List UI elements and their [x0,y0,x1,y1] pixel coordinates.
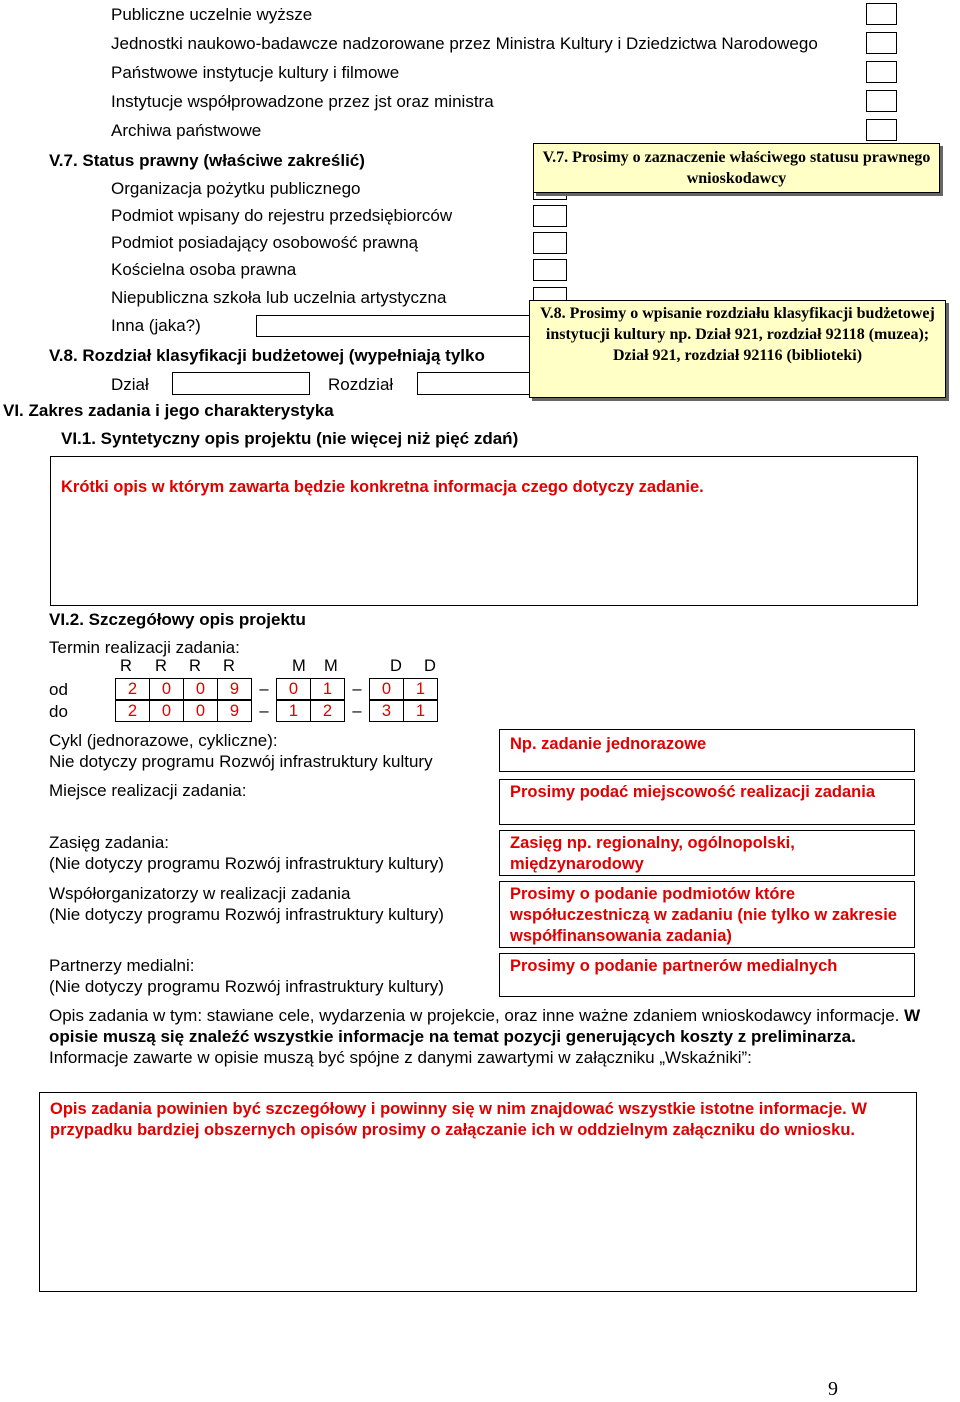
legal-status-2: Podmiot wpisany do rejestru przedsiębiorców [111,206,453,225]
institution-type-4-checkbox[interactable] [866,90,897,112]
institution-type-3: Państwowe instytucje kultury i filmowe [111,63,400,82]
header-m1: M [292,657,306,675]
do-digit[interactable]: 2 [311,701,345,722]
wspolorganizatorzy-note: (Nie dotyczy programu Rozwój infrastruktury kultury) [49,905,444,924]
partnerzy-note: (Nie dotyczy programu Rozwój infrastruktury kultury) [49,977,444,996]
institution-type-5-checkbox[interactable] [866,119,897,141]
section-v8-title: V.8. Rozdział klasyfikacji budżetowej (wypełniają tylko [49,346,485,365]
cykl-note: Nie dotyczy programu Rozwój infrastruktury kultury [49,752,433,771]
od-digit[interactable]: 0 [370,679,404,700]
legal-status-3-checkbox[interactable] [533,232,567,254]
header-d1: D [390,657,402,675]
do-date[interactable] [115,700,438,722]
section-vi2-title: VI.2. Szczegółowy opis projektu [49,610,306,629]
od-digit[interactable]: 0 [277,679,311,700]
od-date[interactable] [115,678,438,700]
institution-type-1-checkbox[interactable] [866,3,897,25]
institution-type-5: Archiwa państwowe [111,121,262,140]
miejsce-field[interactable]: Prosimy podać miejscowość realizacji zadania [499,779,915,825]
legal-status-2-checkbox[interactable] [533,205,567,227]
legal-status-4: Kościelna osoba prawna [111,260,297,279]
date-dash: – [259,679,269,698]
do-digit[interactable]: 1 [404,701,438,722]
zasieg-label: Zasięg zadania: [49,833,170,852]
institution-type-4: Instytucje współprowadzone przez jst oraz ministra [111,92,494,111]
institution-type-3-checkbox[interactable] [866,61,897,83]
do-digit[interactable]: 0 [150,701,184,722]
page-number: 9 [828,1378,838,1400]
do-digit[interactable]: 2 [116,701,150,722]
do-label: do [49,702,68,721]
opis-zadania-box[interactable]: Opis zadania powinien być szczegółowy i powinny się w nim znajdować wszystkie istotne informacje. W przypadku bardziej obszernych opisów prosimy o załączanie ich w oddzielnym załączniku do wniosku. [39,1092,917,1292]
institution-type-2-checkbox[interactable] [866,32,897,54]
date-dash: – [352,701,362,720]
header-r4: R [223,657,235,675]
do-digit[interactable]: 9 [218,701,252,722]
opis-text-2: W opisie muszą się znaleźć wszystkie informacje na temat pozycji generujących koszty z preliminarza. [49,1006,921,1046]
partnerzy-field[interactable]: Prosimy o podanie partnerów medialnych [499,953,915,997]
od-digit[interactable]: 2 [116,679,150,700]
dzial-label: Dział [111,375,149,394]
header-d2: D [424,657,436,675]
header-m2: M [324,657,338,675]
od-digit[interactable]: 0 [150,679,184,700]
do-digit[interactable]: 1 [277,701,311,722]
institution-type-2: Jednostki naukowo-badawcze nadzorowane przez Ministra Kultury i Dziedzictwa Narodowego [111,34,818,53]
rozdzial-label: Rozdział [328,375,394,394]
legal-status-other-label: Inna (jaka?) [111,316,201,335]
od-digit[interactable]: 9 [218,679,252,700]
od-label: od [49,680,68,699]
do-digit[interactable]: 0 [184,701,218,722]
dzial-input[interactable] [172,372,310,395]
cykl-field[interactable]: Np. zadanie jednorazowe [499,729,915,772]
opis-text-3: Informacje zawarte w opisie muszą być spójne z danymi zawartymi w załączniku „Wskaźniki”: [49,1048,752,1067]
opis-text-1: Opis zadania w tym: stawiane cele, wydarzenia w projekcie, oraz inne ważne zdaniem wnioskodawcy informacje. [49,1006,905,1025]
legal-status-1: Organizacja pożytku publicznego [111,179,361,198]
legal-status-4-checkbox[interactable] [533,259,567,281]
rozdzial-input[interactable] [417,372,542,395]
cykl-label: Cykl (jednorazowe, cykliczne): [49,731,278,750]
synthetic-description-box[interactable]: Krótki opis w którym zawarta będzie konkretna informacja czego dotyczy zadanie. [50,456,918,606]
section-v7-title: V.7. Status prawny (właściwe zakreślić) [49,151,365,170]
note-v7: V.7. Prosimy o zaznaczenie właściwego statusu prawnego wnioskodawcy [533,143,940,193]
header-r2: R [155,657,167,675]
termin-header [0,657,480,679]
zasieg-field[interactable]: Zasięg np. regionalny, ogólnopolski, międzynarodowy [499,830,915,876]
zasieg-note: (Nie dotyczy programu Rozwój infrastruktury kultury) [49,854,444,873]
od-digit[interactable]: 1 [404,679,438,700]
section-vi1-title: VI.1. Syntetyczny opis projektu (nie więcej niż pięć zdań) [61,429,519,448]
wspolorganizatorzy-label: Współorganizatorzy w realizacji zadania [49,884,351,903]
header-r3: R [189,657,201,675]
date-dash: – [352,679,362,698]
termin-label: Termin realizacji zadania: [49,638,240,657]
od-digit[interactable]: 0 [184,679,218,700]
date-dash: – [259,701,269,720]
header-r1: R [120,657,132,675]
miejsce-label: Miejsce realizacji zadania: [49,781,247,800]
wspolorganizatorzy-field[interactable]: Prosimy o podanie podmiotów które współuczestniczą w zadaniu (nie tylko w zakresie współfinansowania zadania) [499,881,915,948]
do-digit[interactable]: 3 [370,701,404,722]
institution-type-1: Publiczne uczelnie wyższe [111,5,313,24]
od-digit[interactable]: 1 [311,679,345,700]
legal-status-5: Niepubliczna szkoła lub uczelnia artystyczna [111,288,447,307]
legal-status-other-input[interactable] [256,315,546,337]
note-v8: V.8. Prosimy o wpisanie rozdziału klasyfikacji budżetowej instytucji kultury np. Dział 921, rozdział 92118 (muzea); Dział 921, rozdział 92116 (biblioteki) [529,300,946,398]
opis-instructions [49,1005,929,1068]
partnerzy-label: Partnerzy medialni: [49,956,195,975]
section-vi-title: VI. Zakres zadania i jego charakterystyka [3,401,334,420]
legal-status-3: Podmiot posiadający osobowość prawną [111,233,419,252]
